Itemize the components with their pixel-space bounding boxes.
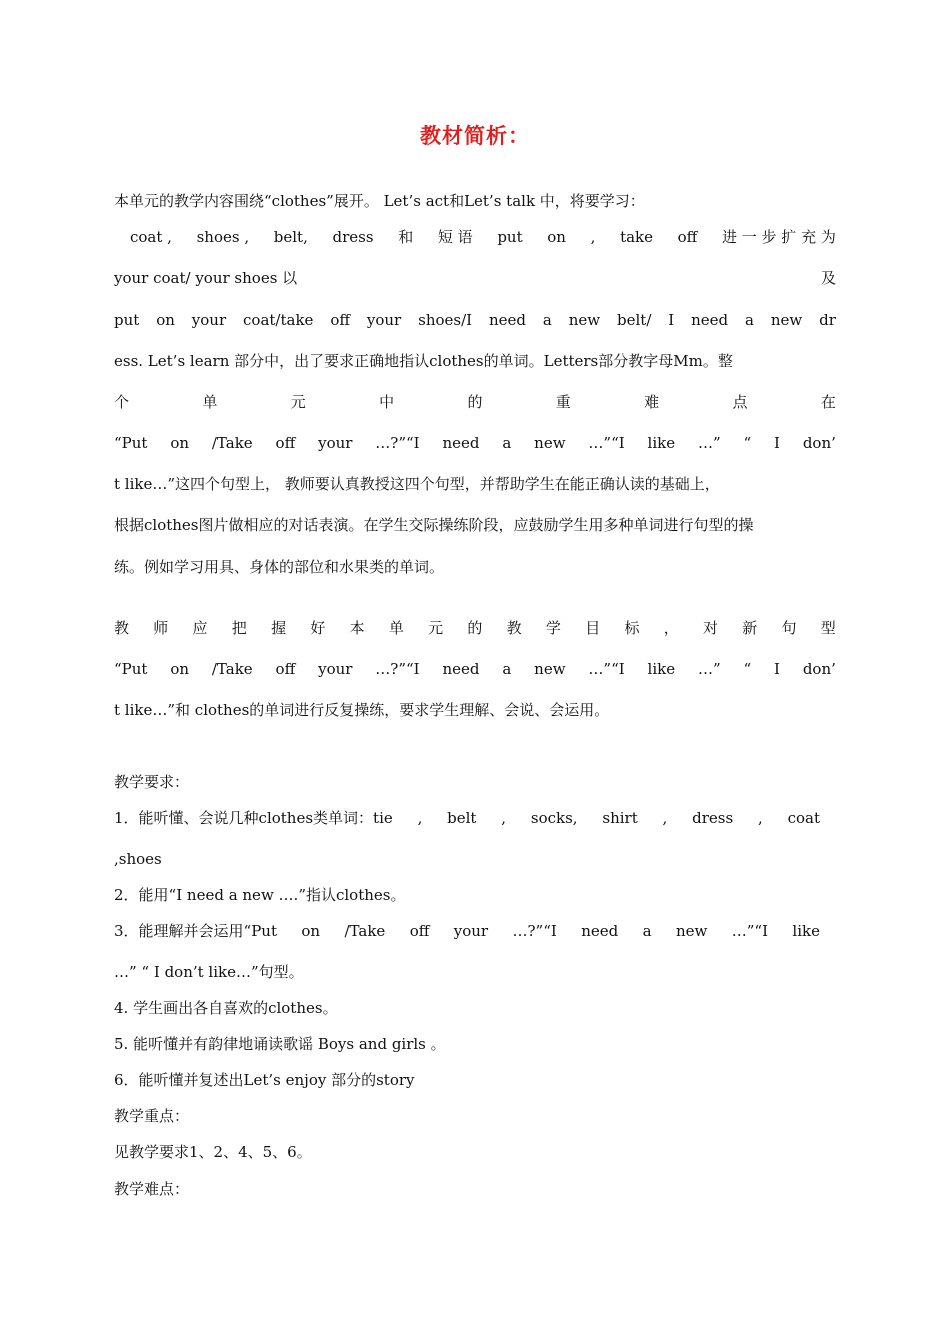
text-token: put: [114, 311, 140, 329]
text-token: your coat/ your shoes 以: [114, 269, 298, 287]
intro-line-7: [114, 432, 836, 454]
intro-line-3: [114, 267, 836, 289]
text-token: dr: [819, 311, 836, 329]
text-token: /Take: [344, 922, 386, 940]
text-token: ,: [590, 228, 596, 246]
text-token: 元: [428, 619, 444, 637]
requirement-3-cont: …” “ I don’t like…”句型。: [114, 963, 304, 981]
text-token: belt/: [617, 311, 652, 329]
text-token: a: [502, 434, 512, 452]
text-token: I: [774, 660, 780, 678]
requirements-heading: 教学要求：: [114, 773, 190, 791]
text-token: off: [275, 660, 296, 678]
text-token: 师: [153, 619, 169, 637]
intro-line-8: t like…”这四个句型上， 教师要认真教授这四个句型，并帮助学生在能正确认读的基础上，: [114, 475, 720, 493]
text-token: …”“I: [588, 434, 625, 452]
text-token: don’: [802, 660, 836, 678]
requirement-4: 4. 学生画出各自喜欢的clothes。: [114, 999, 338, 1017]
text-token: …?”“I: [512, 922, 557, 940]
text-token: 短 语: [437, 228, 473, 246]
text-token: …?”“I: [375, 660, 420, 678]
text-token: need: [488, 311, 526, 329]
key-points-heading: 教学重点：: [114, 1107, 190, 1125]
text-token: ，: [663, 619, 679, 637]
text-token: like: [647, 660, 676, 678]
para2-line-1: [114, 617, 836, 639]
text-token: like: [792, 922, 820, 940]
text-token: “Put: [114, 434, 148, 452]
text-token: …?”“I: [375, 434, 420, 452]
text-token: 重: [555, 393, 571, 411]
para2-line-3: t like…”和 clothes的单词进行反复操练，要求学生理解、会说、会运用。: [114, 701, 610, 719]
text-token: “: [743, 660, 752, 678]
text-token: 元: [290, 393, 306, 411]
text-token: 的: [467, 393, 483, 411]
text-token: 握: [271, 619, 287, 637]
text-token: belt: [447, 809, 477, 827]
text-token: 目: [585, 619, 601, 637]
text-token: coat: [787, 809, 820, 827]
text-token: 对: [702, 619, 718, 637]
text-token: 及: [820, 269, 836, 287]
text-token: take: [620, 228, 653, 246]
text-token: 把: [231, 619, 247, 637]
text-token: 进 一 步 扩 充 为: [722, 228, 836, 246]
text-token: your: [318, 434, 353, 452]
text-token: your: [191, 311, 227, 329]
text-token: new: [675, 922, 708, 940]
requirement-6: 6．能听懂并复述出Let’s enjoy 部分的story: [114, 1071, 415, 1089]
text-token: 在: [820, 393, 836, 411]
text-token: I: [774, 434, 780, 452]
text-token: ,: [758, 809, 763, 827]
text-token: new: [770, 311, 803, 329]
text-token: 型: [820, 619, 836, 637]
text-token: off: [677, 228, 698, 246]
difficulties-heading: 教学难点：: [114, 1180, 190, 1198]
text-token: dress: [332, 228, 374, 246]
text-token: 单: [202, 393, 218, 411]
text-token: belt,: [273, 228, 308, 246]
text-token: off: [409, 922, 430, 940]
text-token: ,: [662, 809, 668, 827]
text-token: on: [156, 311, 175, 329]
text-token: coat/take: [243, 311, 314, 329]
text-token: ,: [501, 809, 507, 827]
intro-line-10: 练。例如学习用具、身体的部位和水果类的单词。: [114, 558, 445, 576]
document-title: 教材简析：: [420, 123, 530, 148]
text-token: new: [534, 434, 566, 452]
text-token: need: [581, 922, 619, 940]
text-token: off: [330, 311, 350, 329]
text-token: 难: [644, 393, 660, 411]
text-token: /Take: [211, 660, 253, 678]
requirement-5: 5. 能听懂并有韵律地诵读歌谣 Boys and girls 。: [114, 1035, 446, 1053]
requirement-2: 2．能用“I need a new ….”指认clothes。: [114, 886, 406, 904]
intro-line-1: 本单元的教学内容围绕“clothes”展开。 Let’s act和Let’s talk 中，将要学习：: [114, 192, 645, 210]
requirement-1: [114, 807, 820, 829]
text-token: “Put: [114, 660, 148, 678]
key-points-text: 见教学要求1、2、4、5、6。: [114, 1143, 312, 1161]
text-token: 标: [624, 619, 640, 637]
intro-line-2: [114, 226, 836, 248]
text-token: socks,: [530, 809, 578, 827]
text-token: 单: [388, 619, 404, 637]
text-token: like: [647, 434, 676, 452]
text-token: need: [691, 311, 729, 329]
text-token: 点: [732, 393, 748, 411]
text-token: on: [301, 922, 321, 940]
text-token: 个: [114, 393, 130, 411]
text-token: 教: [506, 619, 522, 637]
text-token: your: [318, 660, 353, 678]
text-token: need: [442, 434, 480, 452]
intro-line-6: [114, 391, 836, 413]
text-token: 好: [310, 619, 326, 637]
text-token: put: [497, 228, 523, 246]
text-token: 教: [114, 619, 130, 637]
text-token: 应: [192, 619, 208, 637]
text-token: 句: [781, 619, 797, 637]
text-token: 本: [349, 619, 365, 637]
text-token: on: [547, 228, 566, 246]
text-token: don’: [802, 434, 836, 452]
text-token: a: [502, 660, 512, 678]
text-token: /Take: [211, 434, 253, 452]
text-token: a: [642, 922, 652, 940]
text-token: 和: [398, 228, 414, 246]
text-token: shirt: [602, 809, 638, 827]
text-token: your: [366, 311, 402, 329]
text-token: dress: [692, 809, 734, 827]
para2-line-2: [114, 658, 836, 680]
text-token: 3．能理解并会运用“Put: [114, 922, 277, 940]
text-token: new: [568, 311, 601, 329]
intro-line-5: ess. Let’s learn 部分中，出了要求正确地指认clothes的单词。Letters部分教字母Mm。整: [114, 352, 733, 370]
text-token: on: [170, 434, 190, 452]
text-token: …”: [697, 660, 721, 678]
text-token: shoes ,: [196, 228, 250, 246]
text-token: on: [170, 660, 190, 678]
intro-line-4: [114, 309, 836, 331]
text-token: ,: [417, 809, 423, 827]
text-token: I: [668, 311, 675, 329]
text-token: new: [534, 660, 566, 678]
text-token: …”“I: [731, 922, 769, 940]
text-token: need: [442, 660, 480, 678]
text-token: 学: [545, 619, 561, 637]
text-token: off: [275, 434, 296, 452]
text-token: a: [542, 311, 552, 329]
text-token: 1．能听懂、会说几种clothes类单词：tie: [114, 809, 393, 827]
requirement-1-cont: ,shoes: [114, 850, 162, 868]
text-token: a: [745, 311, 754, 329]
requirement-3: [114, 920, 820, 942]
text-token: your: [453, 922, 489, 940]
intro-line-9: 根据clothes图片做相应的对话表演。在学生交际操练阶段，应鼓励学生用多种单词进行句型的操: [114, 516, 754, 534]
text-token: 中: [379, 393, 395, 411]
text-token: 新: [742, 619, 758, 637]
text-token: shoes/I: [418, 311, 473, 329]
text-token: …”“I: [588, 660, 625, 678]
text-token: …”: [697, 434, 721, 452]
text-token: “: [743, 434, 752, 452]
text-token: 的: [467, 619, 483, 637]
text-token: coat ,: [130, 228, 172, 246]
